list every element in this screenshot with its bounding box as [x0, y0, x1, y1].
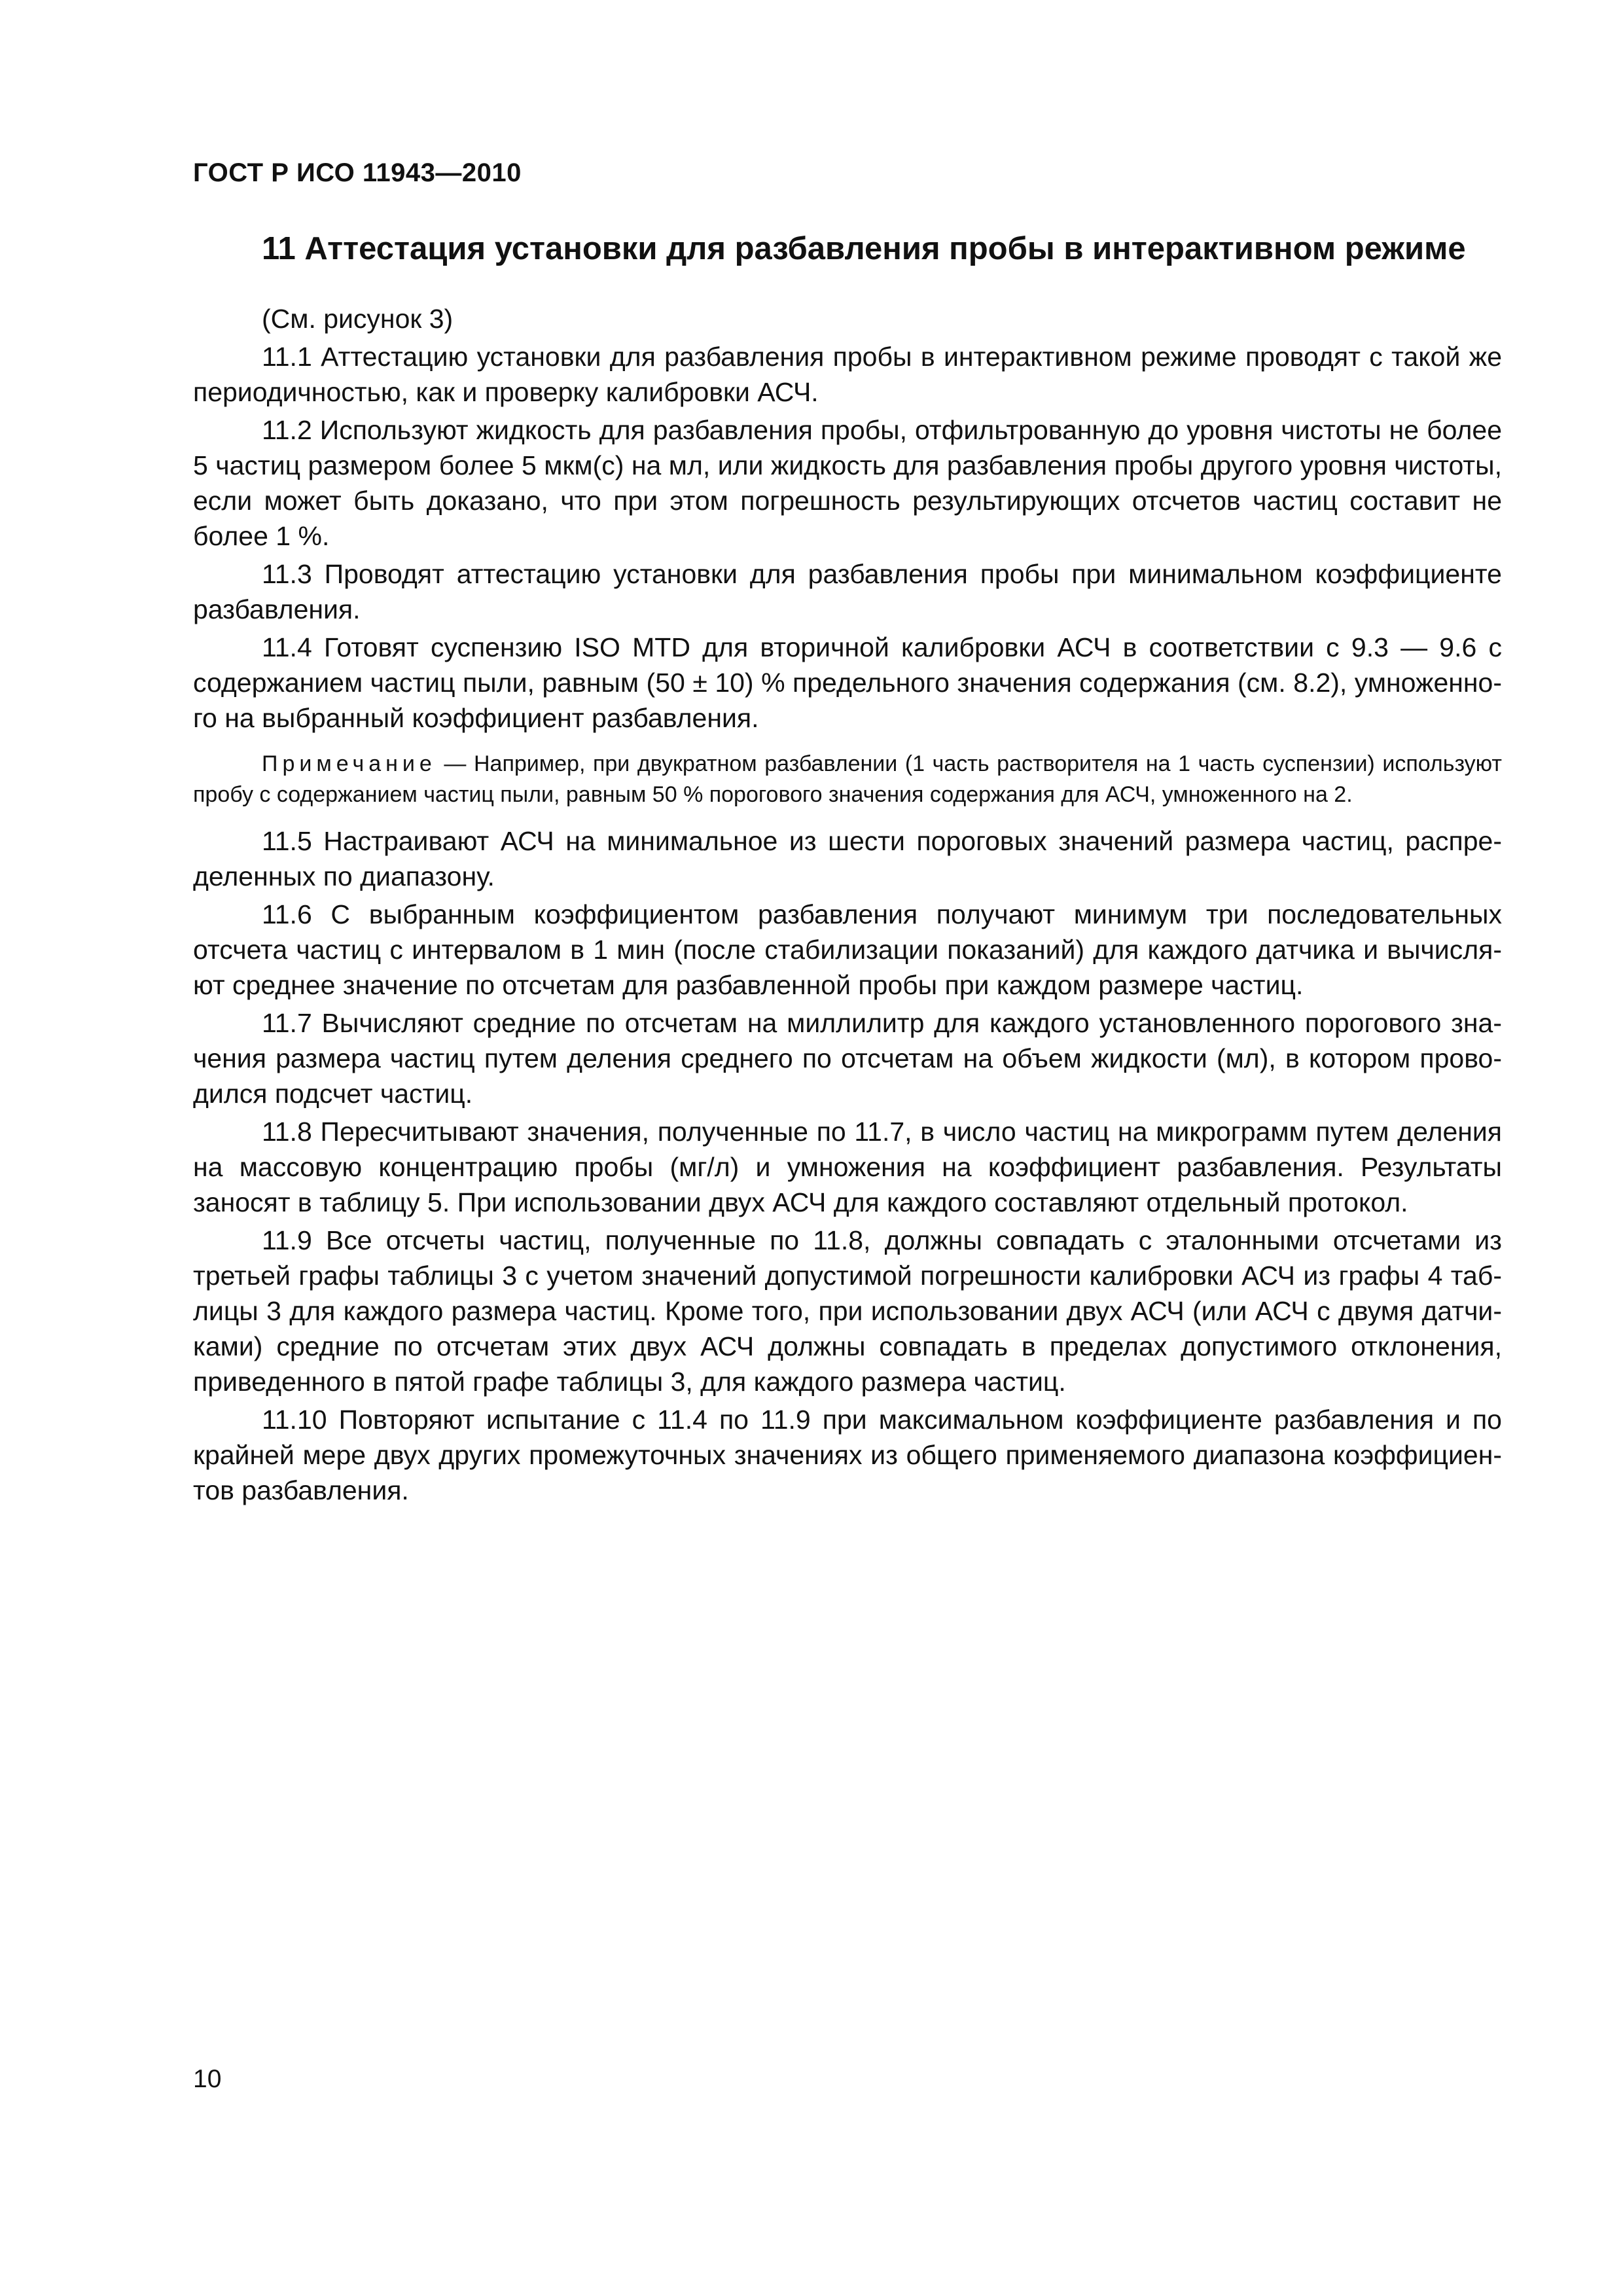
paragraph-11-3: 11.3 Проводят аттестацию установки для разбавления пробы при минимальном коэффициенте разбавления. — [193, 559, 1502, 624]
section-body — [193, 301, 1502, 1511]
paragraph-11-1: 11.1 Аттестацию установки для разбавления пробы в интерактивном режиме проводят с такой же периодичностью, как и проверку калибровки АСЧ. — [193, 342, 1502, 407]
paragraph-11-5: 11.5 Настраивают АСЧ на минимальное из шести пороговых значений размера частиц, распределенных по диапазону. — [193, 826, 1502, 891]
paragraph-11-10: 11.10 Повторяют испытание с 11.4 по 11.9 при максимальном коэффициенте разбавления и по крайней мере двух других промежуточных значениях из общего применяемого диапазона коэффициентов разбавления. — [193, 1405, 1502, 1505]
paragraph-11-6: 11.6 С выбранным коэффициентом разбавления получают минимум три последовательных отсчета частиц с интервалом в 1 мин (после стабилизации показаний) для каждого датчика и вычисляют среднее значение по отсчетам для разбавленной пробы при каждом размере частиц. — [193, 899, 1502, 1000]
note — [193, 749, 1502, 810]
note-label: Примечание — [262, 751, 437, 776]
paragraph-11-8: 11.8 Пересчитывают значения, полученные по 11.7, в число частиц на микрограмм путем деления на массовую концентрацию пробы (мг/л) и умножения на коэффициент разбавления. Результаты заносят в таблицу 5. При использовании двух АСЧ для каждого составляют отдельный протокол. — [193, 1117, 1502, 1217]
paragraph-figure-ref: (См. рисунок 3) — [262, 304, 454, 334]
section-heading: 11 Аттестация установки для разбавления пробы в интерактивном режиме — [262, 231, 1466, 266]
page-number: 10 — [193, 2065, 222, 2093]
paragraph-11-4: 11.4 Готовят суспензию ISO MTD для вторичной калибровки АСЧ в соответствии с 9.3 — 9.6 с содержанием частиц пыли, равным (50 ± 10) % предельного значения содержания (см. 8.2), умноженного на выбранный коэффициент разбавления. — [193, 632, 1502, 733]
running-header: ГОСТ Р ИСО 11943—2010 — [193, 158, 522, 187]
paragraph-11-2: 11.2 Используют жидкость для разбавления пробы, отфильтрованную до уровня чистоты не более 5 частиц размером более 5 мкм(с) на мл, или жидкость для разбавления пробы другого уровня чистоты, если может быть доказано, что при этом погрешность результирующих отсчетов частиц составит не более 1 %. — [193, 415, 1502, 551]
paragraph-11-7: 11.7 Вычисляют средние по отсчетам на миллилитр для каждого установленного порогового значения размера частиц путем деления среднего по отсчетам на объем жидкости (мл), в котором проводился подсчет частиц. — [193, 1008, 1502, 1109]
note-text: — Например, при двукратном разбавлении (1 часть растворителя на 1 часть суспензии) используют пробу с содержанием частиц пыли, равным 50 % порогового значения содержания для АСЧ, умноженного на 2. — [193, 751, 1502, 807]
paragraph-11-9: 11.9 Все отсчеты частиц, полученные по 11.8, должны совпадать с эталонными отсчетами из третьей графы таблицы 3 с учетом значений допустимой погрешности калибровки АСЧ из графы 4 таблицы 3 для каждого размера частиц. Кроме того, при использовании двух АСЧ (или АСЧ с двумя датчиками) средние по отсчетам этих двух АСЧ должны совпадать в пределах допустимого отклонения, приведенного в пятой графе таблицы 3, для каждого размера частиц. — [193, 1225, 1502, 1397]
